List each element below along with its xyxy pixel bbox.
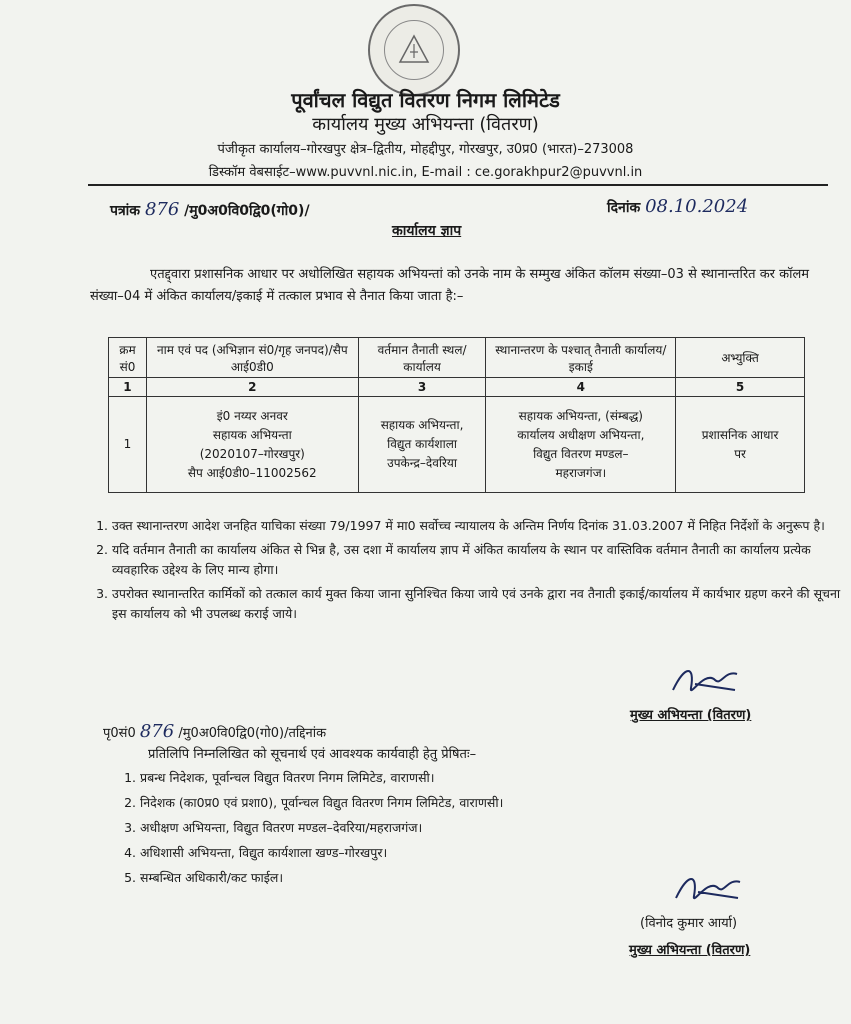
memo-notes-list <box>90 516 847 628</box>
list-item: 3. अधीक्षण अभियन्ता, विद्युत वितरण मण्डल–देवरिया/महराजगंज। <box>140 815 780 840</box>
company-seal-logo <box>368 4 460 96</box>
column-number: 5 <box>676 378 805 397</box>
copy-intro: प्रतिलिपि निम्नलिखित को सूचनार्थ एवं आवश्यक कार्यवाही हेतु प्रेषितः– <box>148 747 477 762</box>
column-number: 3 <box>358 378 486 397</box>
list-item: 1. उक्त स्थानान्तरण आदेश जनहित याचिका संख्या 79/1997 में मा0 सर्वोच्च न्यायालय के अन्तिम निर्णय दिनांक 31.03.2007 में निहित निर्देशों के अनुरूप है। <box>112 516 847 536</box>
column-number: 4 <box>486 378 676 397</box>
column-number: 2 <box>146 378 358 397</box>
date-value-handwritten: 08.10.2024 <box>645 196 749 217</box>
current-posting <box>358 397 486 493</box>
column-number: 1 <box>109 378 147 397</box>
org-name: पूर्वांचल विद्युत वितरण निगम लिमिटेड <box>291 88 560 112</box>
copy-ref-suffix: /मु0अ0वि0द्वि0(गो0)/तद्दिनांक <box>178 726 327 741</box>
new-posting <box>486 397 676 493</box>
header-cell: अभ्युक्ति <box>676 338 805 378</box>
new-posting-line: सहायक अभियन्ता, (संम्बद्ध) <box>518 408 643 423</box>
list-item: 3. उपरोक्त स्थानान्तरित कार्मिकों को तत्काल कार्य मुक्त किया जाना सुनिश्चित किया जाये एवं उनके द्वारा नव तैनाती इकाई/कार्यालय में कार्यभार ग्रहण करने की सूचना इस कार्यालय को भी उपलब्ध कराई जाये। <box>112 584 847 624</box>
officer-details <box>146 397 358 493</box>
list-item: 1. प्रबन्ध निदेशक, पूर्वान्चल विद्युत वितरण निगम लिमिटेड, वाराणसी। <box>140 765 780 790</box>
new-posting-line: विद्युत वितरण मण्डल– <box>533 446 629 461</box>
memo-intro-paragraph: एतद्द्वारा प्रशासनिक आधार पर अधोलिखित सहायक अभियन्तां को उनके नाम के सम्मुख अंकित कॉलम संख्या–03 से स्थानान्तरित कर कॉलम संख्या–04 में अंकित कार्यालय/इकाई में तत्काल प्रभाव से तैनात किया जाता है:– <box>90 267 810 304</box>
header-cell: क्रम सं0 <box>109 338 147 378</box>
header-cell: नाम एवं पद (अभिज्ञान सं0/गृह जनपद)/सैप आई0डी0 <box>146 338 358 378</box>
ref-label: पत्रांक <box>110 203 141 219</box>
new-posting-line: महराजगंज। <box>555 465 607 480</box>
officer-name: इं0 नय्यर अनवर <box>216 408 288 423</box>
transfer-table <box>108 337 805 493</box>
copy-reference <box>103 721 326 742</box>
seal-emblem-icon <box>370 6 458 94</box>
current-posting-line: सहायक अभियन्ता, <box>380 418 464 432</box>
signatory-title: मुख्य अभियन्ता (वितरण) <box>629 943 751 958</box>
officer-sap-id: सैप आई0डी0–11002562 <box>187 465 317 480</box>
header-cell: स्थानान्तरण के पश्चात् तैनाती कार्यालय/इकाई <box>486 338 676 378</box>
list-item: 2. यदि वर्तमान तैनाती का कार्यालय अंकित से भिन्न है, उस दशा में कार्यालय ज्ञाप में अंकित कार्यालय के स्थान पर वास्तिविक वर्तमान तैनाती का कार्यालय प्रत्येक व्यवहारिक उद्देश्य के लिए मान्य होगा। <box>112 540 847 580</box>
website-email-line: डिस्कॉम वेबसाईट–www.puvvnl.nic.in, E-mail : ce.gorakhpur2@puvvnl.in <box>208 165 643 180</box>
registered-address: पंजीकृत कार्यालय–गोरखपुर क्षेत्र–द्वितीय, मोहद्दीपुर, गोरखपुर, उ0प्र0 (भारत)–273008 <box>217 142 634 157</box>
signature-scribble-icon <box>668 868 758 910</box>
list-item: 2. निदेशक (का0प्र0 एवं प्रशा0), पूर्वान्चल विद्युत वितरण निगम लिमिटेड, वाराणसी। <box>140 790 780 815</box>
memo-title: कार्यालय ज्ञाप <box>392 223 462 239</box>
current-posting-line: उपकेन्द्र–देवरिया <box>387 456 457 470</box>
signatory-title: मुख्य अभियन्ता (वितरण) <box>630 708 752 723</box>
list-item: 4. अधिशासी अभियन्ता, विद्युत कार्यशाला खण्ड–गोरखपुर। <box>140 840 780 865</box>
header-divider <box>88 184 828 186</box>
copy-ref-label: पृ0सं0 <box>103 726 136 741</box>
office-name: कार्यालय मुख्य अभियन्ता (वितरण) <box>312 114 539 135</box>
reference-number <box>110 199 310 220</box>
signatory-name: (विनोद कुमार आर्या) <box>640 916 738 931</box>
column-number-row <box>109 378 805 397</box>
officer-id: (2020107–गोरखपुर) <box>199 446 305 461</box>
table-row <box>109 397 805 493</box>
remark <box>676 397 805 493</box>
header-cell: वर्तमान तैनाती स्थल/कार्यालय <box>358 338 486 378</box>
remark-line: पर <box>734 446 746 461</box>
signature-scribble-icon <box>665 660 755 702</box>
serial-number: 1 <box>109 397 147 493</box>
new-posting-line: कार्यालय अधीक्षण अभियन्ता, <box>517 427 645 442</box>
ref-number-handwritten: 876 <box>144 199 180 220</box>
ref-suffix: /मु0अ0वि0द्वि0(गो0)/ <box>184 203 310 219</box>
current-posting-line: विद्युत कार्यशाला <box>387 437 457 451</box>
remark-line: प्रशासनिक आधार <box>701 427 779 442</box>
date-label: दिनांक <box>607 200 641 216</box>
copy-ref-number-handwritten: 876 <box>139 721 175 742</box>
table-header-row <box>109 338 805 378</box>
officer-designation: सहायक अभियन्ता <box>212 427 292 442</box>
list-item: 5. सम्बन्धित अधिकारी/कट फाईल। <box>140 865 780 890</box>
letter-date <box>607 196 748 217</box>
